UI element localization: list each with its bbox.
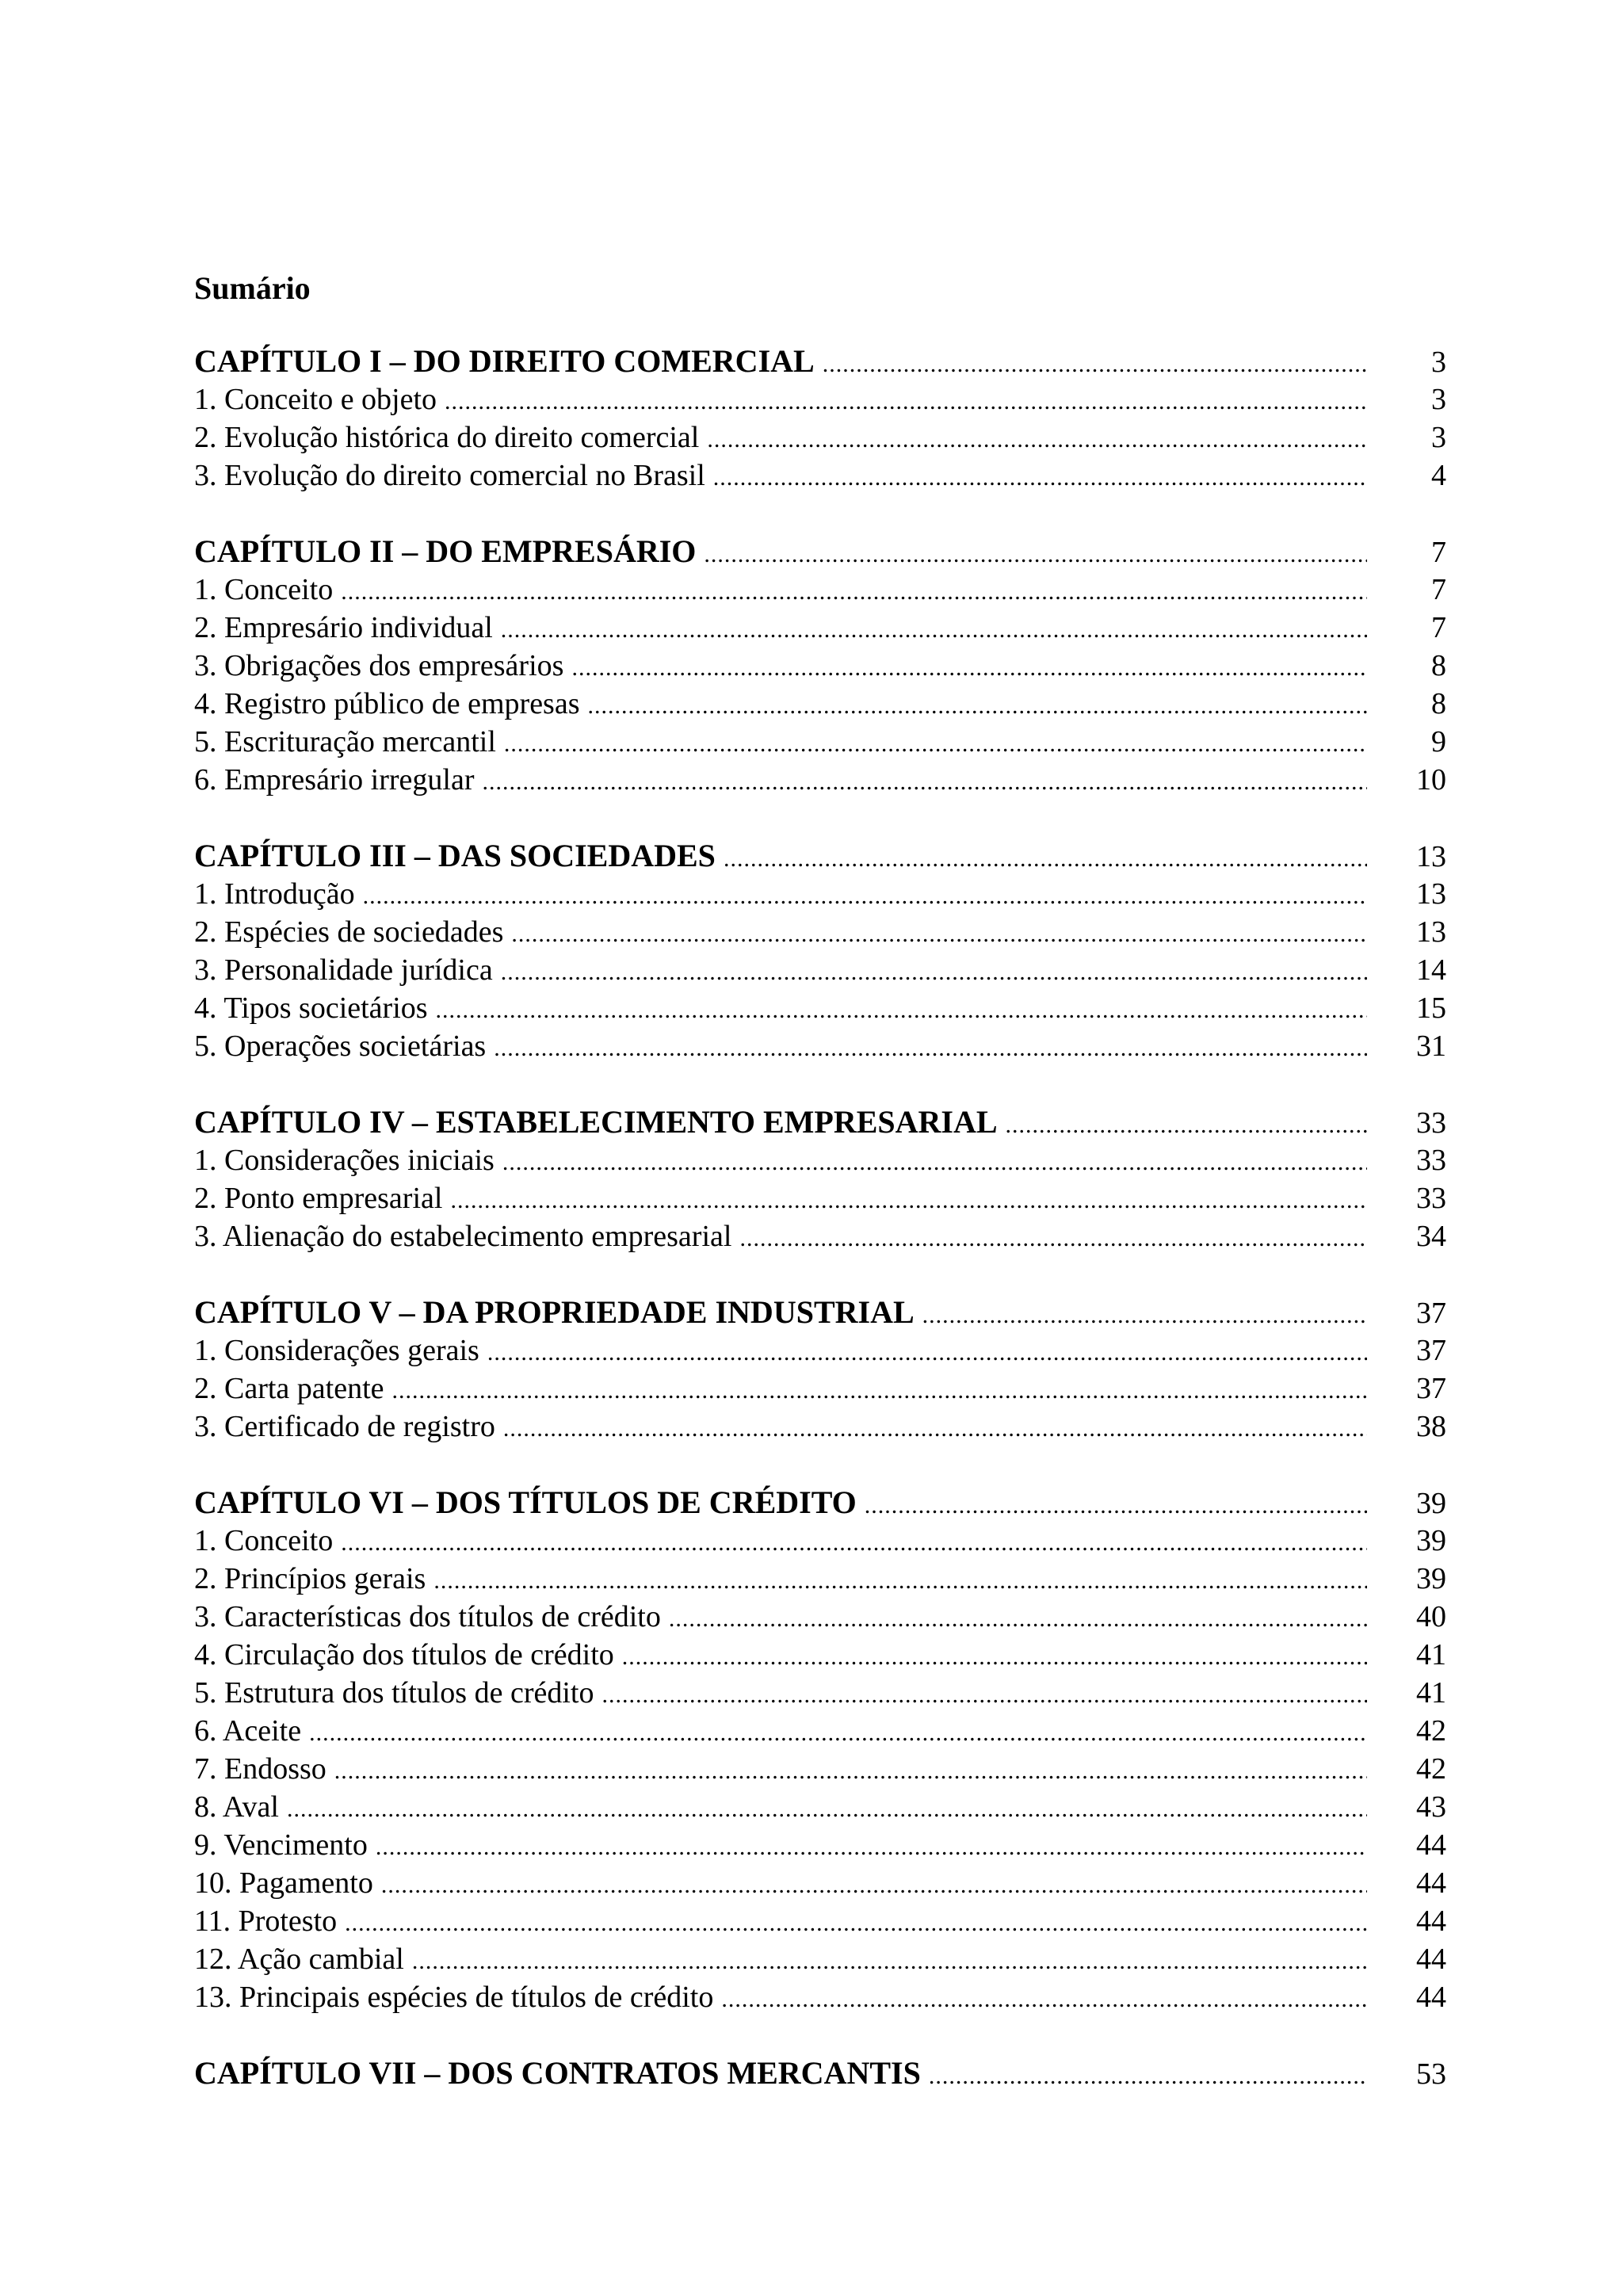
toc-entry[interactable] (194, 571, 1446, 609)
chapter-title: CAPÍTULO IV – ESTABELECIMENTO EMPRESARIAL (194, 1104, 998, 1140)
toc-entry-line (194, 609, 1367, 649)
toc-entry-line (194, 1978, 1367, 2019)
dot-leader (1006, 1106, 1367, 1144)
dot-leader (309, 1714, 1367, 1752)
entry-title: 5. Operações societárias (194, 1030, 487, 1063)
entry-title: 3. Evolução do direito comercial no Brasil (194, 459, 705, 492)
toc-entry-line (194, 1141, 1367, 1182)
page-number: 53 (1416, 2057, 1446, 2091)
entry-title: 6. Empresário irregular (194, 763, 475, 797)
entry-title: 2. Evolução histórica do direito comercial (194, 421, 700, 454)
page-number: 37 (1416, 1372, 1446, 1405)
toc-entry[interactable] (194, 1598, 1446, 1636)
dot-leader (922, 1297, 1367, 1335)
page-number: 41 (1416, 1638, 1446, 1671)
entry-title: 2. Ponto empresarial (194, 1182, 443, 1215)
toc-entry-line (194, 1750, 1367, 1790)
chapter-title: CAPÍTULO VII – DOS CONTRATOS MERCANTIS (194, 2055, 921, 2091)
entry-title: 4. Registro público de empresas (194, 687, 580, 720)
entry-title: 1. Conceito (194, 1524, 334, 1557)
toc-entry-line (194, 1788, 1367, 1828)
dot-leader (865, 1487, 1367, 1525)
page-number: 44 (1416, 1866, 1446, 1900)
entry-title: 12. Ação cambial (194, 1943, 404, 1976)
toc-entry[interactable] (194, 685, 1446, 723)
toc-entry[interactable] (194, 1179, 1446, 1217)
dot-leader (601, 1676, 1367, 1714)
toc-entry-line (194, 2054, 1367, 2095)
toc-entry-line (194, 951, 1367, 991)
chapter-title: CAPÍTULO VI – DOS TÍTULOS DE CRÉDITO (194, 1484, 857, 1520)
entry-title: 2. Princípios gerais (194, 1562, 426, 1595)
toc-entry-line (194, 1522, 1367, 1562)
page-number: 38 (1416, 1410, 1446, 1443)
toc-entry[interactable] (194, 1750, 1446, 1788)
entry-title: 3. Certificado de registro (194, 1410, 495, 1443)
dot-leader (704, 536, 1367, 574)
page-number: 15 (1416, 991, 1446, 1025)
toc-entry-line (194, 1217, 1367, 1258)
dot-leader (433, 1562, 1367, 1600)
toc-entry-line (194, 685, 1367, 725)
toc-entry[interactable] (194, 1217, 1446, 1255)
toc-entry-line (194, 380, 1367, 421)
page-number: 42 (1416, 1752, 1446, 1786)
page-number: 44 (1416, 1828, 1446, 1862)
entry-title: 1. Conceito e objeto (194, 383, 437, 416)
toc-entry-line (194, 1484, 1367, 1525)
entry-title: 1. Considerações iniciais (194, 1144, 495, 1177)
chapter-title: CAPÍTULO III – DAS SOCIEDADES (194, 838, 716, 873)
entry-title: 4. Tipos societários (194, 991, 428, 1025)
toc-entry-line (194, 1293, 1367, 1335)
dot-leader (341, 1524, 1367, 1562)
toc-entry-line (194, 1560, 1367, 1600)
dot-leader (707, 421, 1367, 459)
page-number: 40 (1416, 1600, 1446, 1633)
entry-title: 2. Carta patente (194, 1372, 384, 1405)
dot-leader (501, 953, 1367, 991)
dot-leader (724, 840, 1367, 878)
entry-title: 9. Vencimento (194, 1828, 368, 1862)
entry-title: 3. Alienação do estabelecimento empresarial (194, 1220, 732, 1253)
dot-leader (482, 763, 1367, 801)
dot-leader (504, 725, 1367, 763)
toc-entry-line (194, 457, 1367, 497)
chapter-title: CAPÍTULO II – DO EMPRESÁRIO (194, 533, 697, 569)
page-number: 14 (1416, 953, 1446, 987)
entry-title: 1. Conceito (194, 573, 334, 606)
toc-entry-line (194, 1940, 1367, 1981)
toc-entry-line (194, 533, 1367, 574)
toc-entry[interactable] (194, 1788, 1446, 1826)
toc-entry-line (194, 837, 1367, 878)
dot-leader (345, 1904, 1367, 1943)
dot-leader (381, 1866, 1367, 1904)
page-number: 41 (1416, 1676, 1446, 1710)
toc-entry[interactable] (194, 1902, 1446, 1940)
toc-chapter-heading[interactable] (194, 342, 1446, 380)
toc-entry[interactable] (194, 1636, 1446, 1674)
toc-entry[interactable] (194, 951, 1446, 989)
toc-entry-line (194, 875, 1367, 915)
toc-entry[interactable] (194, 1978, 1446, 2016)
dot-leader (588, 687, 1367, 725)
page-number: 39 (1416, 1487, 1446, 1520)
toc-entry-line (194, 989, 1367, 1030)
entry-title: 4. Circulação dos títulos de crédito (194, 1638, 614, 1671)
dot-leader (436, 991, 1367, 1030)
entry-title: 3. Características dos títulos de crédito (194, 1600, 661, 1633)
dot-leader (412, 1943, 1367, 1981)
entry-title: 1. Introdução (194, 877, 355, 911)
page-number: 3 (1431, 346, 1446, 379)
page-number: 33 (1416, 1144, 1446, 1177)
entry-title: 1. Considerações gerais (194, 1334, 479, 1367)
toc-entry[interactable] (194, 723, 1446, 761)
page-number: 3 (1431, 383, 1446, 416)
page-number: 13 (1416, 840, 1446, 873)
toc-entry[interactable] (194, 1522, 1446, 1560)
chapter-title: CAPÍTULO V – DA PROPRIEDADE INDUSTRIAL (194, 1294, 915, 1330)
page-number: 7 (1431, 611, 1446, 644)
entry-title: 2. Empresário individual (194, 611, 493, 644)
toc-chapter (194, 837, 1446, 1065)
dot-leader (501, 611, 1367, 649)
toc-chapter (194, 1103, 1446, 1255)
dot-leader (622, 1638, 1367, 1676)
toc-entry[interactable] (194, 913, 1446, 951)
page-number: 4 (1431, 459, 1446, 492)
toc-entry[interactable] (194, 380, 1446, 418)
page-number: 43 (1416, 1790, 1446, 1824)
dot-leader (713, 459, 1367, 497)
toc-entry-line (194, 1331, 1367, 1372)
page-number: 7 (1431, 573, 1446, 606)
toc-entry-line (194, 1027, 1367, 1068)
toc-entry[interactable] (194, 609, 1446, 647)
toc-entry-line (194, 761, 1367, 801)
dot-leader (376, 1828, 1367, 1866)
dot-leader (669, 1600, 1367, 1638)
toc-entry[interactable] (194, 418, 1446, 457)
toc-chapter (194, 533, 1446, 799)
entry-title: 3. Personalidade jurídica (194, 953, 493, 987)
toc-entry[interactable] (194, 1674, 1446, 1712)
dot-leader (487, 1334, 1367, 1372)
dot-leader (502, 1144, 1367, 1182)
toc-entry-line (194, 1179, 1367, 1220)
toc-chapter (194, 2054, 1446, 2092)
toc-entry-line (194, 1370, 1367, 1410)
chapter-title: CAPÍTULO I – DO DIREITO COMERCIAL (194, 343, 815, 379)
toc-entry-line (194, 1712, 1367, 1752)
toc-chapter-heading[interactable] (194, 533, 1446, 571)
toc-entry-line (194, 1598, 1367, 1638)
toc-entry[interactable] (194, 875, 1446, 913)
toc-chapter-heading[interactable] (194, 1484, 1446, 1522)
entry-title: 3. Obrigações dos empresários (194, 649, 564, 682)
toc-entry[interactable] (194, 1864, 1446, 1902)
page-number: 3 (1431, 421, 1446, 454)
page-number: 33 (1416, 1182, 1446, 1215)
dot-leader (494, 1030, 1367, 1068)
toc-entry-line (194, 1902, 1367, 1943)
page-number: 8 (1431, 687, 1446, 720)
page-number: 37 (1416, 1334, 1446, 1367)
dot-leader (571, 649, 1367, 687)
entry-title: 11. Protesto (194, 1904, 338, 1938)
toc-entry-line (194, 723, 1367, 763)
toc-chapter (194, 1484, 1446, 2016)
dot-leader (721, 1981, 1367, 2019)
dot-leader (334, 1752, 1367, 1790)
table-of-contents (194, 342, 1446, 2130)
page-number: 13 (1416, 877, 1446, 911)
entry-title: 5. Estrutura dos títulos de crédito (194, 1676, 594, 1710)
page-number: 37 (1416, 1297, 1446, 1330)
toc-entry-line (194, 1103, 1367, 1144)
toc-entry[interactable] (194, 647, 1446, 685)
toc-entry-line (194, 1408, 1367, 1448)
page-number: 44 (1416, 1981, 1446, 2014)
dot-leader (341, 573, 1367, 611)
dot-leader (287, 1790, 1367, 1828)
entry-title: 2. Espécies de sociedades (194, 915, 504, 949)
toc-entry[interactable] (194, 1141, 1446, 1179)
toc-entry[interactable] (194, 1940, 1446, 1978)
toc-chapter-heading[interactable] (194, 837, 1446, 875)
entry-title: 8. Aval (194, 1790, 279, 1824)
page-number: 13 (1416, 915, 1446, 949)
toc-chapter (194, 1293, 1446, 1446)
page-number: 31 (1416, 1030, 1446, 1063)
entry-title: 7. Endosso (194, 1752, 327, 1786)
page-number: 9 (1431, 725, 1446, 758)
toc-entry-line (194, 1864, 1367, 1904)
dot-leader (363, 877, 1367, 915)
entry-title: 5. Escrituração mercantil (194, 725, 496, 758)
toc-entry[interactable] (194, 1712, 1446, 1750)
entry-title: 13. Principais espécies de títulos de crédito (194, 1981, 714, 2014)
page-number: 44 (1416, 1943, 1446, 1976)
toc-entry[interactable] (194, 989, 1446, 1027)
toc-entry-line (194, 647, 1367, 687)
toc-entry[interactable] (194, 1331, 1446, 1370)
page-number: 39 (1416, 1562, 1446, 1595)
toc-entry-line (194, 342, 1367, 384)
toc-chapter-heading[interactable] (194, 1103, 1446, 1141)
page-number: 8 (1431, 649, 1446, 682)
toc-entry[interactable] (194, 457, 1446, 495)
dot-leader (823, 346, 1367, 384)
toc-entry-line (194, 571, 1367, 611)
toc-entry[interactable] (194, 761, 1446, 799)
dot-leader (929, 2057, 1367, 2095)
entry-title: 6. Aceite (194, 1714, 302, 1748)
toc-entry[interactable] (194, 1370, 1446, 1408)
toc-entry-line (194, 1674, 1367, 1714)
dot-leader (450, 1182, 1367, 1220)
toc-entry[interactable] (194, 1027, 1446, 1065)
page-number: 34 (1416, 1220, 1446, 1253)
toc-entry-line (194, 418, 1367, 459)
toc-entry-line (194, 913, 1367, 953)
toc-entry-line (194, 1636, 1367, 1676)
toc-entry[interactable] (194, 1408, 1446, 1446)
dot-leader (392, 1372, 1367, 1410)
toc-chapter-heading[interactable] (194, 2054, 1446, 2092)
page-number: 10 (1416, 763, 1446, 797)
dot-leader (503, 1410, 1367, 1448)
page-title: Sumário (194, 270, 311, 306)
toc-chapter-heading[interactable] (194, 1293, 1446, 1331)
entry-title: 10. Pagamento (194, 1866, 373, 1900)
page-number: 7 (1431, 536, 1446, 569)
toc-entry[interactable] (194, 1560, 1446, 1598)
page-number: 42 (1416, 1714, 1446, 1748)
dot-leader (445, 383, 1367, 421)
toc-entry-line (194, 1826, 1367, 1866)
page-number: 33 (1416, 1106, 1446, 1140)
toc-chapter (194, 342, 1446, 495)
dot-leader (511, 915, 1367, 953)
toc-entry[interactable] (194, 1826, 1446, 1864)
page-number: 39 (1416, 1524, 1446, 1557)
page-number: 44 (1416, 1904, 1446, 1938)
dot-leader (739, 1220, 1367, 1258)
